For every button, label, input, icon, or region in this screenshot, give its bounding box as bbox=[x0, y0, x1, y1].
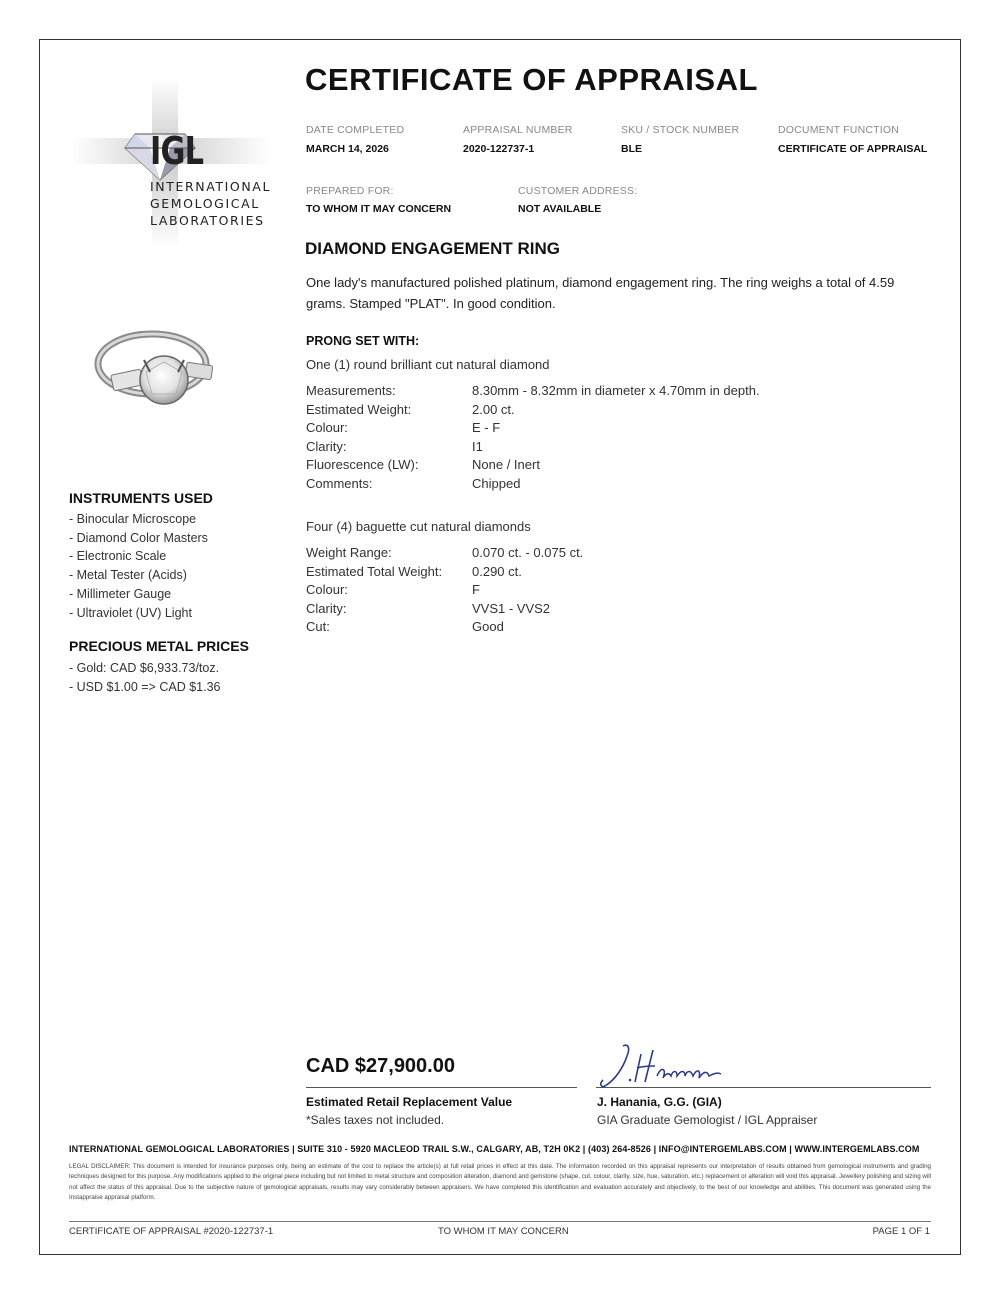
list-item: - Binocular Microscope bbox=[69, 512, 197, 526]
page-title: CERTIFICATE OF APPRAISAL bbox=[305, 62, 758, 97]
customer-address-label: CUSTOMER ADDRESS: bbox=[518, 185, 638, 197]
appraiser-title: GIA Graduate Gemologist / IGL Appraiser bbox=[597, 1113, 818, 1127]
value-label: Estimated Retail Replacement Value bbox=[306, 1095, 513, 1109]
prepared-for-label: PREPARED FOR: bbox=[306, 185, 394, 197]
spec-row: Estimated Weight: 2.00 ct. bbox=[306, 401, 515, 417]
spec-row: Clarity: VVS1 - VVS2 bbox=[306, 600, 551, 616]
customer-address-value: NOT AVAILABLE bbox=[518, 203, 602, 215]
center-stone-specs bbox=[306, 382, 760, 494]
lab-contact-info: INTERNATIONAL GEMOLOGICAL LABORATORIES | SUITE 310 - 5920 MACLEOD TRAIL S.W., CALGARY, AB, T2H 0K2 | (403) 264-8526 | INFO@INTERGEMLABS.COM | WWW.INTERGEMLABS.COM bbox=[69, 1144, 920, 1154]
spec-row: Fluorescence (LW): None / Inert bbox=[306, 457, 540, 473]
footer-divider bbox=[69, 1221, 931, 1222]
footer-certificate-number: CERTIFICATE OF APPRAISAL #2020-122737-1 bbox=[69, 1226, 274, 1237]
tax-note: *Sales taxes not included. bbox=[306, 1113, 445, 1127]
meta-label: APPRAISAL NUMBER bbox=[463, 124, 573, 136]
spec-row: Colour: E - F bbox=[306, 420, 501, 436]
meta-value: BLE bbox=[621, 143, 642, 155]
list-item: - USD $1.00 => CAD $1.36 bbox=[69, 679, 221, 694]
item-description: One lady's manufactured polished platinum, diamond engagement ring. The ring weighs a total of 4.59 grams. Stamped "PLAT". In good condition. bbox=[306, 275, 895, 311]
appraised-value: CAD $27,900.00 bbox=[306, 1055, 455, 1077]
prong-heading: PRONG SET WITH: bbox=[306, 334, 420, 348]
spec-row: Comments: Chipped bbox=[306, 475, 521, 491]
appraiser-name: J. Hanania, G.G. (GIA) bbox=[597, 1095, 722, 1109]
side-stones-specs bbox=[306, 544, 583, 637]
spec-row: Weight Range: 0.070 ct. - 0.075 ct. bbox=[306, 545, 584, 560]
ring-photo bbox=[90, 316, 230, 424]
spec-row: Measurements: 8.30mm - 8.32mm in diameter x 4.70mm in depth. bbox=[306, 383, 760, 398]
list-item: - Millimeter Gauge bbox=[69, 586, 172, 601]
spec-row: Clarity: I1 bbox=[306, 438, 483, 454]
meta-label: DOCUMENT FUNCTION bbox=[778, 124, 900, 136]
list-item: - Ultraviolet (UV) Light bbox=[69, 605, 192, 620]
igl-logo bbox=[70, 78, 270, 248]
igl-logo-text: INTERNATIONAL GEMOLOGICAL LABORATORIES bbox=[150, 179, 272, 228]
list-item: - Electronic Scale bbox=[69, 549, 167, 564]
metal-prices-list bbox=[69, 659, 220, 696]
value-divider bbox=[306, 1087, 577, 1088]
spec-row: Colour: F bbox=[306, 582, 480, 598]
legal-disclaimer: LEGAL DISCLAIMER: This document is intended for insurance purposes only, being an estimate of the cost to replace the article(s) at full retail prices in effect at this date. The information recorded on this appraisal represents our interpretation of results obtained from gemological instruments and grading techniques designed for this purpose. Any modifications applied to the original piece including but not limited to metal structure and composition alteration, diamond and gemstone (shape, cut, colour, clarity, size, hue, saturation, etc.) replacement or alteration will void this appraisal. Jewellery polishing and sizing will not affect the status of this appraisal. Due to the subjective nature of gemological appraisals, results may vary considerably between appraisers. We have completed this identification and evaluation accurately and objectively, to the best of our knowledge and abilities. This document was generated using the Instappraise appraisal platform. bbox=[69, 1163, 931, 1201]
footer-recipient: TO WHOM IT MAY CONCERN bbox=[438, 1226, 569, 1237]
meta-value: CERTIFICATE OF APPRAISAL bbox=[778, 143, 928, 155]
instruments-heading: INSTRUMENTS USED bbox=[69, 490, 213, 506]
side-stones-heading: Four (4) baguette cut natural diamonds bbox=[306, 519, 531, 534]
metal-prices-heading: PRECIOUS METAL PRICES bbox=[69, 638, 249, 654]
meta-label: SKU / STOCK NUMBER bbox=[621, 124, 740, 136]
instruments-list bbox=[69, 510, 208, 622]
appraiser-signature bbox=[597, 1040, 737, 1090]
list-item: - Diamond Color Masters bbox=[69, 530, 208, 545]
footer-page-number: PAGE 1 OF 1 bbox=[872, 1226, 930, 1237]
item-title: DIAMOND ENGAGEMENT RING bbox=[305, 239, 560, 258]
meta-value: 2020-122737-1 bbox=[463, 143, 535, 155]
center-stone-heading: One (1) round brilliant cut natural diamond bbox=[306, 357, 550, 372]
list-item: - Metal Tester (Acids) bbox=[69, 568, 187, 583]
meta-label: DATE COMPLETED bbox=[306, 124, 405, 136]
spec-row: Estimated Total Weight: 0.290 ct. bbox=[306, 563, 522, 579]
igl-logo-mark: IGL bbox=[150, 129, 204, 173]
prepared-for-value: TO WHOM IT MAY CONCERN bbox=[306, 203, 452, 215]
list-item: - Gold: CAD $6,933.73/toz. bbox=[69, 661, 220, 675]
meta-value: MARCH 14, 2026 bbox=[306, 143, 389, 155]
spec-row: Cut: Good bbox=[306, 619, 504, 635]
